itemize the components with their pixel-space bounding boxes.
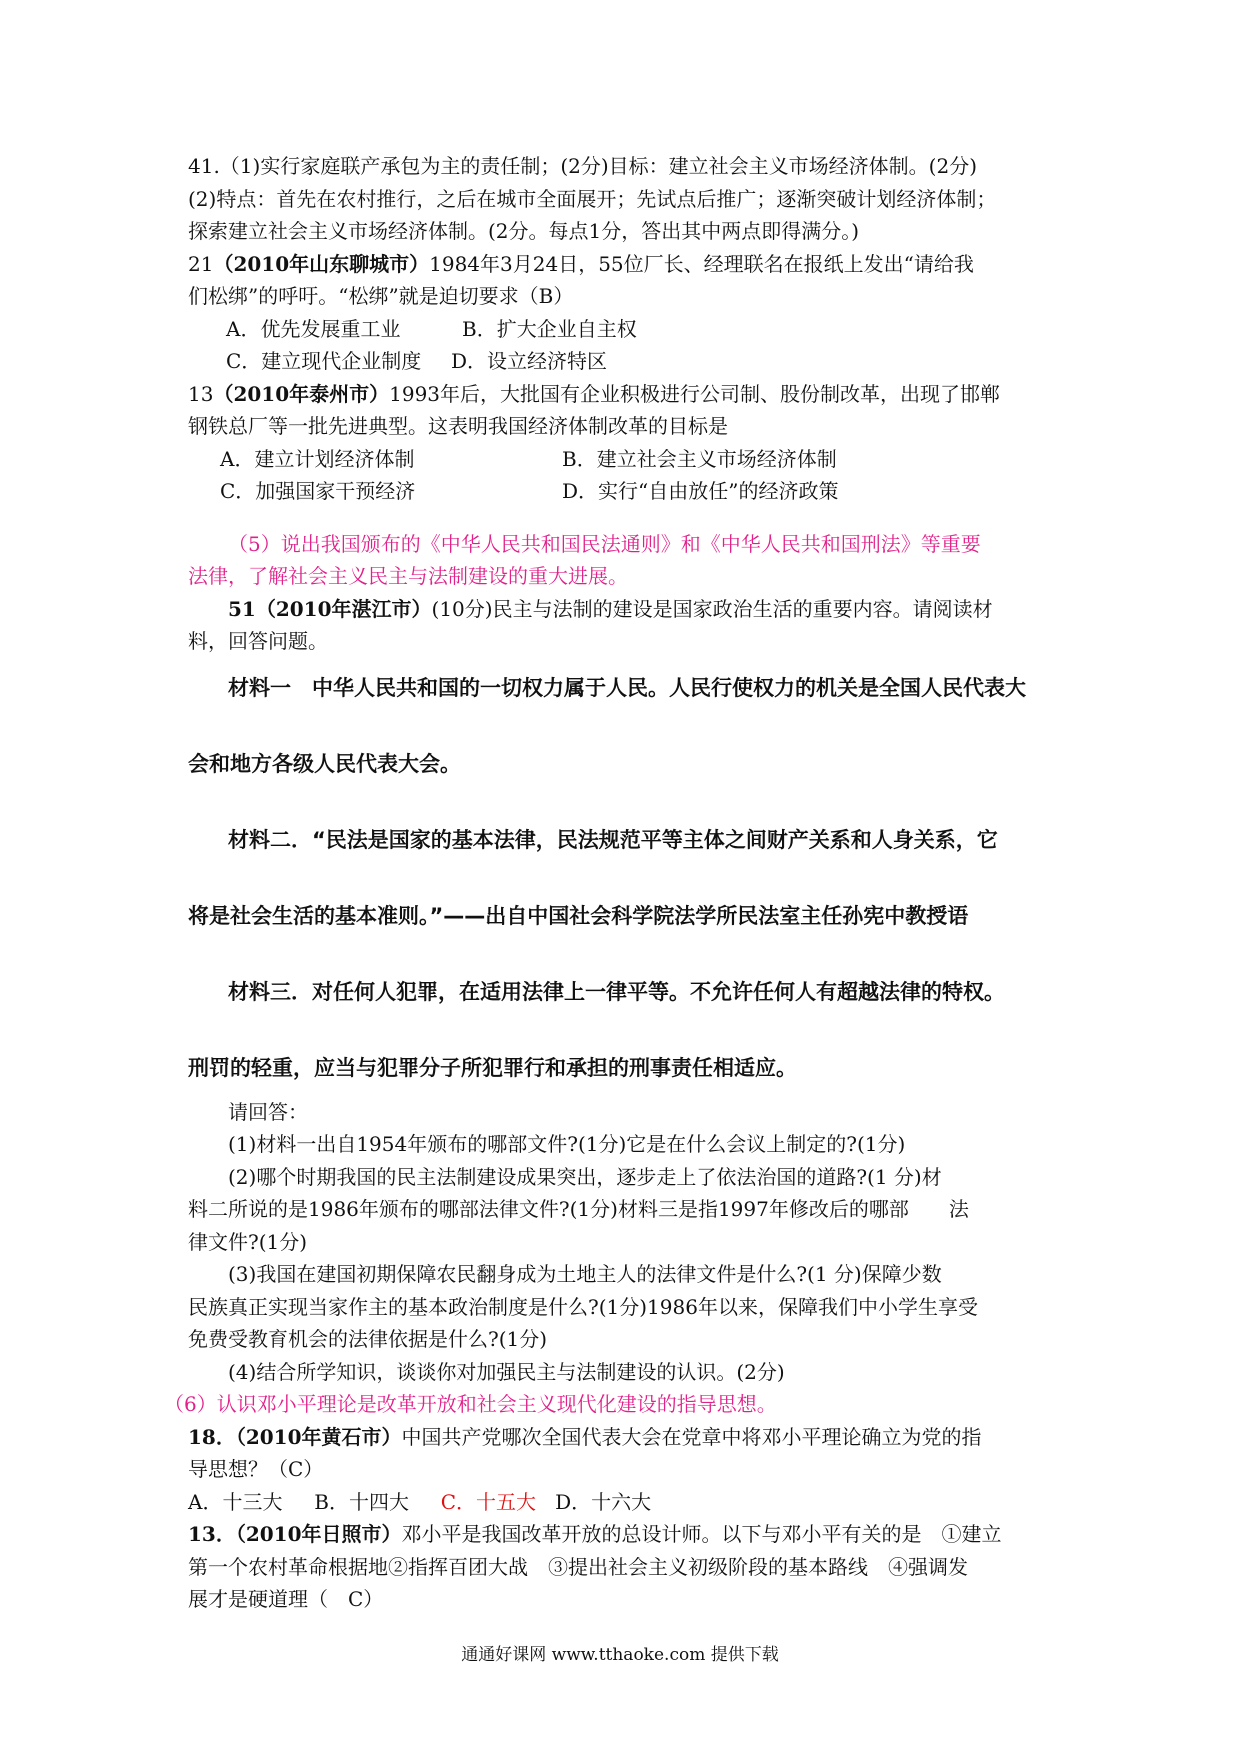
q21-stem-line-2: 们松绑”的呼吁。“松绑”就是迫切要求（B） bbox=[188, 284, 574, 308]
page-footer: 通通好课网 www.tthaoke.com 提供下载 bbox=[461, 1645, 779, 1665]
q51-stem-text: (10分)民主与法制的建设是国家政治生活的重要内容。请阅读材 bbox=[431, 596, 993, 621]
q18-stem-line-1 bbox=[188, 1421, 1068, 1454]
q13b-number: 13． bbox=[188, 1522, 236, 1546]
q21-stem-line-1 bbox=[188, 248, 1068, 281]
q51-sub-2-line-2 bbox=[188, 1193, 1068, 1226]
q51-number: 51 bbox=[228, 596, 256, 621]
q41-line-2: (2)特点：首先在农村推行，之后在城市全面展开；先试点后推广；逐渐突破计划经济体制； bbox=[188, 186, 997, 211]
q13a-number: 13 bbox=[188, 381, 214, 406]
q21-option-b: B．扩大企业自主权 bbox=[462, 316, 637, 341]
q21-number: 21 bbox=[188, 251, 214, 276]
q18-source: （2010年黄石市） bbox=[235, 1424, 402, 1449]
q13a-option-b: B．建立社会主义市场经济体制 bbox=[562, 446, 837, 471]
section6-heading: （6）认识邓小平理论是改革开放和社会主义现代化建设的指导思想。 bbox=[164, 1392, 777, 1416]
q13b-source: （2010年日照市） bbox=[235, 1522, 402, 1546]
q51-stem-line-1 bbox=[188, 593, 1068, 626]
q51-materials bbox=[188, 672, 1068, 1084]
q13a-stem-line-2: 钢铁总厂等一批先进典型。这表明我国经济体制改革的目标是 bbox=[188, 414, 728, 438]
q13b-stem-line-2: 第一个农村革命根据地②指挥百团大战 ③提出社会主义初级阶段的基本路线 ④强调发 bbox=[188, 1554, 968, 1579]
q51-sub-2-line-2-text: 料二所说的是1986年颁布的哪部法律文件?(1分)材料三是指1997年修改后的哪部 bbox=[188, 1197, 909, 1221]
q51-sub-4: (4)结合所学知识，谈谈你对加强民主与法制建设的认识。(2分) bbox=[228, 1359, 785, 1384]
q51-ask: 请回答： bbox=[228, 1099, 308, 1124]
q18-number: 18． bbox=[188, 1424, 236, 1449]
q13a-option-a: A．建立计划经济体制 bbox=[220, 446, 415, 471]
material-1-line-2: 会和地方各级人民代表大会。 bbox=[188, 751, 461, 776]
q18-option-a: A．十三大 bbox=[188, 1489, 283, 1514]
q13a-stem-line-1 bbox=[188, 378, 1068, 411]
q13a-source: （2010年泰州市） bbox=[213, 381, 390, 406]
q13a-option-d: D．实行“自由放任”的经济政策 bbox=[562, 479, 839, 503]
q51-sub-3-line-1: (3)我国在建国初期保障农民翻身成为土地主人的法律文件是什么?(1 分)保障少数 bbox=[228, 1262, 942, 1286]
q51-sub-2-line-3: 律文件?(1分) bbox=[188, 1229, 308, 1254]
q51-sub-1: (1)材料一出自1954年颁布的哪部文件?(1分)它是在什么会议上制定的?(1分) bbox=[228, 1132, 906, 1156]
q18-option-b: B．十四大 bbox=[314, 1489, 409, 1514]
q18-options-row bbox=[188, 1486, 1068, 1519]
q13a-options-row-2 bbox=[188, 475, 1068, 508]
section5-heading-line-2: 法律，了解社会主义民主与法制建设的重大进展。 bbox=[188, 564, 628, 588]
q13a-stem-text: 1993年后，大批国有企业积极进行公司制、股份制改革，出现了邯郸 bbox=[389, 381, 1001, 406]
material-1-line-1: 材料一 中华人民共和国的一切权力属于人民。人民行使权力的机关是全国人民代表大 bbox=[228, 675, 1026, 700]
q18-stem-text: 中国共产党哪次全国代表大会在党章中将邓小平理论确立为党的指 bbox=[401, 1424, 982, 1449]
q51-source: （2010年湛江市） bbox=[255, 596, 432, 621]
q21-stem-text: 1984年3月24日，55位厂长、经理联名在报纸上发出“请给我 bbox=[429, 251, 974, 276]
q41-line-1: 41.（1)实行家庭联产承包为主的责任制；(2分)目标：建立社会主义市场经济体制。(2分) bbox=[188, 154, 977, 178]
q13b-stem-line-1 bbox=[188, 1518, 1068, 1551]
q21-source: （2010年山东聊城市） bbox=[213, 251, 430, 276]
q18-option-c: C．十五大 bbox=[440, 1489, 537, 1514]
q18-option-d: D．十六大 bbox=[555, 1489, 652, 1514]
q51-stem-line-2: 料，回答问题。 bbox=[188, 629, 328, 653]
q18-stem-line-2: 导思想？（C） bbox=[188, 1457, 324, 1481]
q21-options-row-2 bbox=[188, 345, 1068, 378]
material-3-line-2: 刑罚的轻重，应当与犯罪分子所犯罪行和承担的刑事责任相适应。 bbox=[188, 1055, 797, 1080]
q51-sub-2-line-2-end: 法 bbox=[948, 1197, 969, 1221]
q21-option-d: D．设立经济特区 bbox=[451, 349, 608, 373]
section5-heading-line-1: （5）说出我国颁布的《中华人民共和国民法通则》和《中华人民共和国刑法》等重要 bbox=[228, 531, 981, 556]
q51-sub-2-line-1: (2)哪个时期我国的民主法制建设成果突出，逐步走上了依法治国的道路?(1 分)材 bbox=[228, 1164, 942, 1189]
material-2-line-2: 将是社会生活的基本准则。”——出自中国社会科学院法学所民法室主任孙宪中教授语 bbox=[188, 903, 969, 928]
q21-option-a: A．优先发展重工业 bbox=[226, 316, 401, 341]
q51-sub-3-line-3: 免费受教育机会的法律依据是什么?(1分) bbox=[188, 1327, 548, 1351]
q13b-stem-line-3: 展才是硬道理（ C） bbox=[188, 1587, 384, 1611]
material-2-line-1: 材料二．“民法是国家的基本法律，民法规范平等主体之间财产关系和人身关系，它 bbox=[228, 827, 998, 852]
document-body bbox=[164, 150, 1068, 1616]
q13b-stem-text: 邓小平是我国改革开放的总设计师。以下与邓小平有关的是 ①建立 bbox=[401, 1522, 1002, 1546]
q41-line-3: 探索建立社会主义市场经济体制。(2分。每点1分，答出其中两点即得满分。) bbox=[188, 219, 860, 243]
material-3-line-1: 材料三．对任何人犯罪，在适用法律上一律平等。不允许任何人有超越法律的特权。 bbox=[228, 979, 1005, 1004]
q51-sub-3-line-2: 民族真正实现当家作主的基本政治制度是什么?(1分)1986年以来，保障我们中小学生享受 bbox=[188, 1294, 978, 1319]
q13a-option-c: C．加强国家干预经济 bbox=[220, 479, 416, 503]
q13a-options-row-1 bbox=[188, 443, 1068, 476]
q21-option-c: C．建立现代企业制度 bbox=[226, 349, 422, 373]
q21-options-row-1 bbox=[188, 313, 1068, 346]
